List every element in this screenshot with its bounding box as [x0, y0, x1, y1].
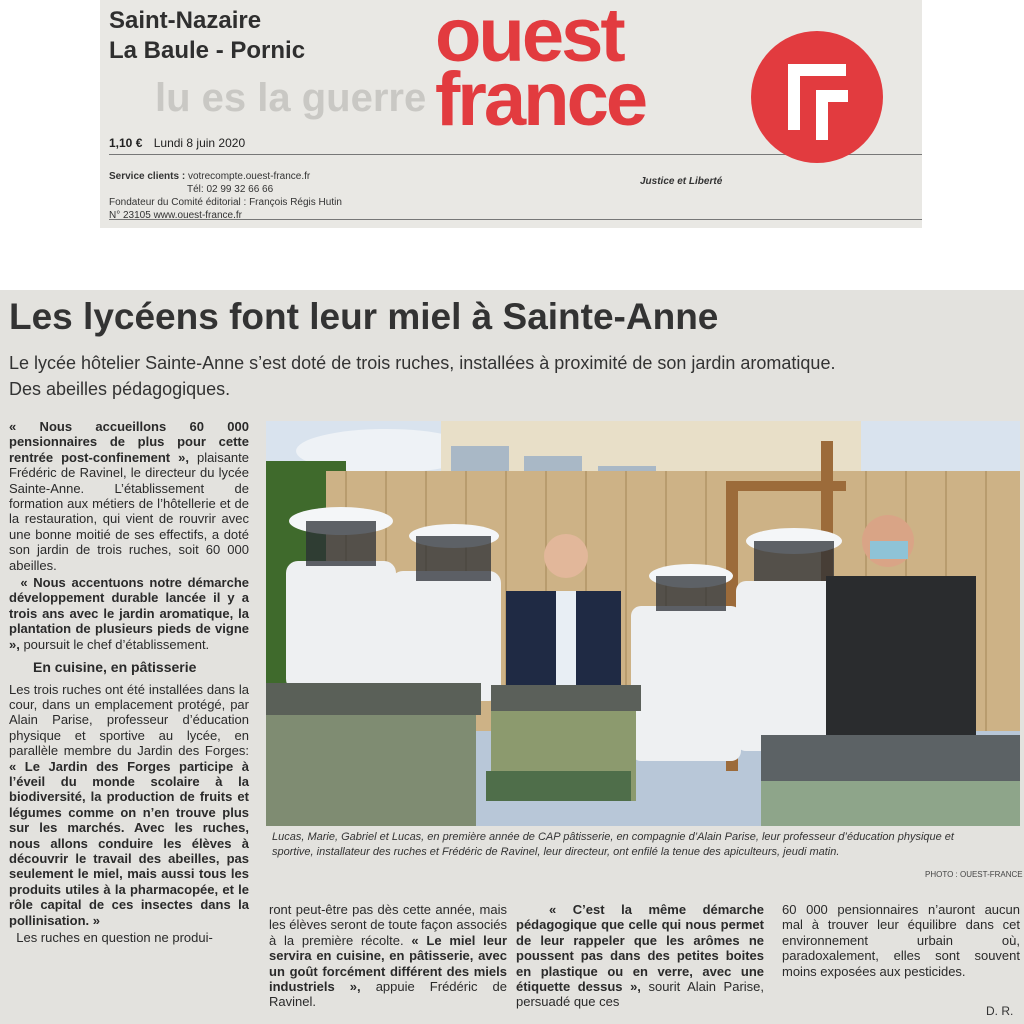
divider: [109, 219, 922, 220]
article-photo: [266, 421, 1020, 826]
photo-credit: PHOTO : OUEST-FRANCE: [925, 870, 1023, 879]
paragraph: Les ruches en question ne produi-: [16, 930, 213, 945]
paragraph: ront peut-être pas dès cette année, mais les élèves seront de toute façon associés à la première récolte. « Le miel leur servira en cuisine, en pâtisserie, avec un goût forcément différent des miels industriels », appuie Frédéric de Ravinel.: [269, 902, 507, 1010]
logo-circle-icon: [750, 30, 884, 164]
column-1: [9, 419, 249, 947]
contact-block: Service clients : votrecompte.ouest-france.fr Tél: 02 99 32 66 66 Fondateur du Comité éditorial : François Régis Hutin N° 23105 www.ouest-france.fr: [109, 171, 342, 221]
motto: Justice et Liberté: [640, 176, 723, 187]
edition-name: Saint-Nazaire La Baule - Pornic: [109, 7, 306, 64]
logo-word-ouest: ouest: [435, 0, 623, 78]
paragraph: « Nous accentuons notre démarche développement durable lancée il y a trois ans avec le jardin aromatique, la plantation de plusieurs pieds de vigne », poursuit le chef d’établissement.: [9, 575, 249, 652]
bleed-through-text: lu es la guerre: [155, 76, 427, 120]
logo-word-france: france: [435, 57, 646, 142]
issue-date: Lundi 8 juin 2020: [153, 136, 246, 150]
author-signature: D. R.: [986, 1004, 1014, 1018]
standfirst: Le lycée hôtelier Sainte-Anne s’est doté de trois ruches, installées à proximité de son jardin aromatique. Des abeilles pédagogiques.: [9, 353, 836, 399]
headline: Les lycéens font leur miel à Sainte-Anne: [9, 296, 719, 337]
subheading: En cuisine, en pâtisserie: [33, 659, 197, 676]
paragraph: « C’est la même démarche pédagogique que celle qui nous permet de leur rappeler que les arômes ne poussent pas dans des petites boites en plastique ou en verre, avec une étiquette dessus », sourit Alain Parise, persuadé que ces: [516, 902, 764, 1010]
paragraph: Les trois ruches ont été installées dans la cour, dans un emplacement protégé, par Alain Parise, professeur d’éducation physique et sportive au lycée, en parallèle membre du Jardin des Forges: « Le Jardin des Forges participe à l’éveil du monde scolaire à la biodiversité, la production de fruits et légumes comme on n’en trouve plus sur les marchés. Avec les ruches, nous allons conduire les élèves à découvrir le travail des abeilles, pas seulement le miel, mais aussi tous les produits utiles à la pharmacopée, et le rôle capital de ces insectes dans la pollinisation. »: [9, 681, 249, 928]
ouest-france-logo: [435, 0, 646, 142]
price: 1,10 €: [109, 136, 143, 150]
article-clipping: [0, 290, 1024, 1024]
photo-caption: Lucas, Marie, Gabriel et Lucas, en première année de CAP pâtisserie, en compagnie d’Alain Parise, leur professeur d’éducation physique et sportive, installateur des ruches et Frédéric de Ravinel, leur directeur, ont enfilé la tenue des apiculteurs, jeudi matin.: [272, 831, 954, 858]
newspaper-masthead: [100, 0, 922, 228]
paragraph: 60 000 pensionnaires n’auront aucun mal à trouver leur équilibre dans cet environnement urbain où, paradoxalement, elles sont souvent moins exposées aux pesticides.: [782, 902, 1020, 979]
column-2: [269, 902, 507, 1012]
column-3: [516, 902, 764, 1012]
paragraph: « Nous accueillons 60 000 pensionnaires de plus pour cette rentrée post-confinement », plaisante Frédéric de Ravinel, le directeur du lycée Sainte-Anne. L’établissement de formation aux métiers de l’hôtellerie et de la restauration, qui vient de rouvrir avec une bonne moitié de ses effectifs, a doté son jardin de trois ruches, soit 60 000 abeilles.: [9, 419, 249, 573]
price-date-line: [109, 136, 245, 150]
column-4: [782, 902, 1020, 981]
